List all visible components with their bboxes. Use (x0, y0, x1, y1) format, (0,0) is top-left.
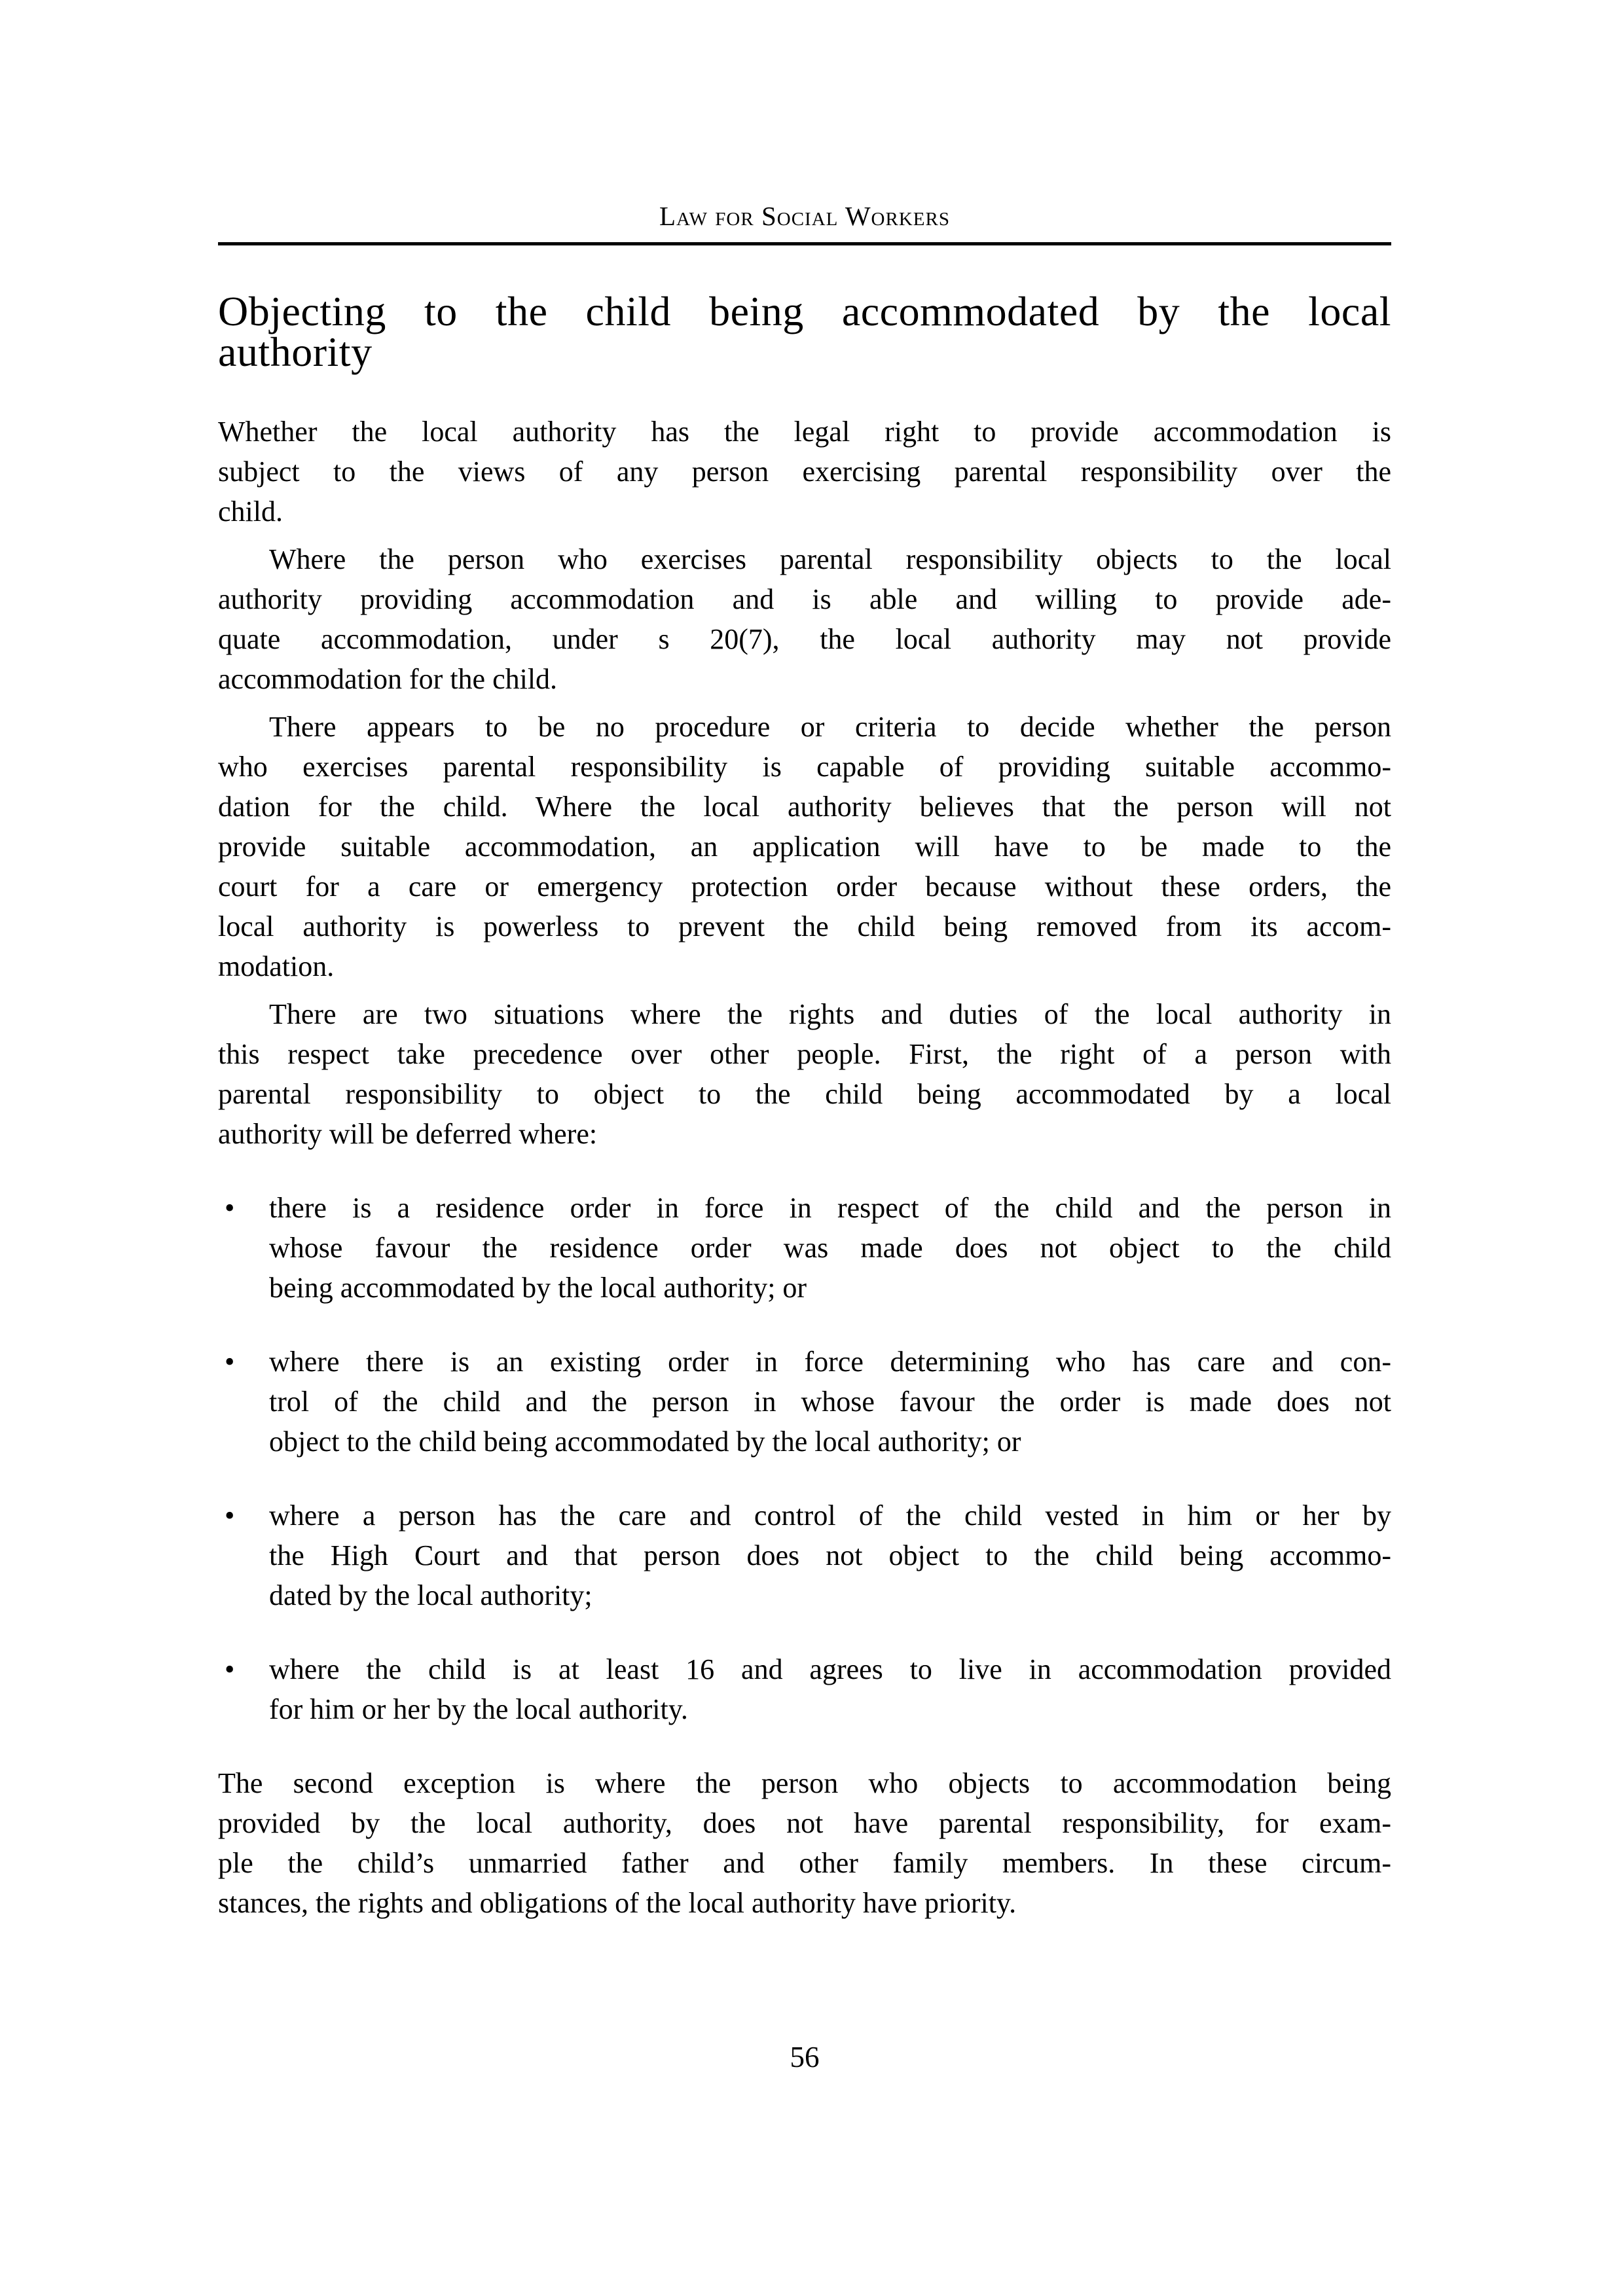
text-line: stances, the rights and obligations of the local authority have priority. (218, 1887, 1017, 1919)
text-line: the High Court and that person does not object to the child being accommo- (269, 1539, 1391, 1571)
page-number: 56 (790, 2041, 820, 2073)
text-line: authority providing accommodation and is able and willing to provide ade- (218, 583, 1391, 615)
text-line: object to the child being accommodated by the local authority; or (269, 1426, 1021, 1458)
text-line: where a person has the care and control of the child vested in him or her by (269, 1499, 1391, 1532)
paragraph (218, 539, 1391, 699)
text-line: this respect take precedence over other people. First, the right of a person with (218, 1038, 1391, 1070)
text-line: where there is an existing order in force determining who has care and con- (269, 1346, 1391, 1378)
text-line: there is a residence order in force in respect of the child and the person in (269, 1192, 1391, 1224)
text-line: where the child is at least 16 and agrees to live in accommodation provided (269, 1653, 1391, 1685)
bullet-text (269, 1496, 1391, 1615)
running-header: Law for Social Workers (659, 201, 950, 231)
text-line: The second exception is where the person who objects to accommodation being (218, 1767, 1391, 1799)
bullet-text (269, 1342, 1391, 1462)
text-line: dated by the local authority; (269, 1579, 593, 1611)
bullet-icon: • (225, 1192, 235, 1224)
text-line: whose favour the residence order was made does not object to the child (269, 1232, 1391, 1264)
bullet-item (218, 1342, 1391, 1462)
text-line: court for a care or emergency protection order because without these orders, the (218, 870, 1391, 903)
text-line: Objecting to the child being accommodated by the local (218, 288, 1391, 334)
bullet-item (218, 1649, 1391, 1729)
paragraph (218, 994, 1391, 1154)
text-line: provide suitable accommodation, an application will have to be made to the (218, 831, 1391, 863)
text-line: subject to the views of any person exercising parental responsibility over the (218, 456, 1391, 488)
bullet-icon: • (225, 1653, 235, 1685)
bullet-icon: • (225, 1499, 235, 1532)
text-line: local authority is powerless to prevent the child being removed from its accom- (218, 910, 1391, 942)
section-heading (218, 288, 1391, 375)
paragraph (218, 412, 1391, 531)
text-line: who exercises parental responsibility is capable of providing suitable accommo- (218, 751, 1391, 783)
text-line: There are two situations where the rights and duties of the local authority in (269, 998, 1391, 1030)
text-line: provided by the local authority, does not have parental responsibility, for exam- (218, 1807, 1391, 1839)
text-line: accommodation for the child. (218, 663, 558, 695)
bullet-icon: • (225, 1346, 235, 1378)
text-line: trol of the child and the person in whose favour the order is made does not (269, 1386, 1391, 1418)
text-line: ple the child’s unmarried father and other family members. In these circum- (218, 1847, 1391, 1879)
page-content (218, 288, 1391, 1931)
bullet-text (269, 1188, 1391, 1308)
bullet-item (218, 1496, 1391, 1615)
text-line: quate accommodation, under s 20(7), the local authority may not provide (218, 623, 1391, 655)
bullet-text (269, 1649, 1391, 1729)
text-line: There appears to be no procedure or criteria to decide whether the person (269, 711, 1391, 743)
text-line: for him or her by the local authority. (269, 1693, 688, 1725)
text-line: child. (218, 495, 283, 528)
text-line: authority (218, 329, 373, 375)
text-line: Where the person who exercises parental responsibility objects to the local (269, 543, 1391, 575)
text-line: parental responsibility to object to the child being accommodated by a local (218, 1078, 1391, 1110)
text-line: dation for the child. Where the local authority believes that the person will not (218, 791, 1391, 823)
bullet-item (218, 1188, 1391, 1308)
header-rule (218, 242, 1391, 245)
paragraph (218, 707, 1391, 986)
text-line: being accommodated by the local authority; or (269, 1272, 807, 1304)
paragraph (218, 1763, 1391, 1923)
body-text (218, 412, 1391, 1923)
text-line: Whether the local authority has the legal right to provide accommodation is (218, 416, 1391, 448)
text-line: modation. (218, 950, 335, 982)
text-line: authority will be deferred where: (218, 1118, 598, 1150)
